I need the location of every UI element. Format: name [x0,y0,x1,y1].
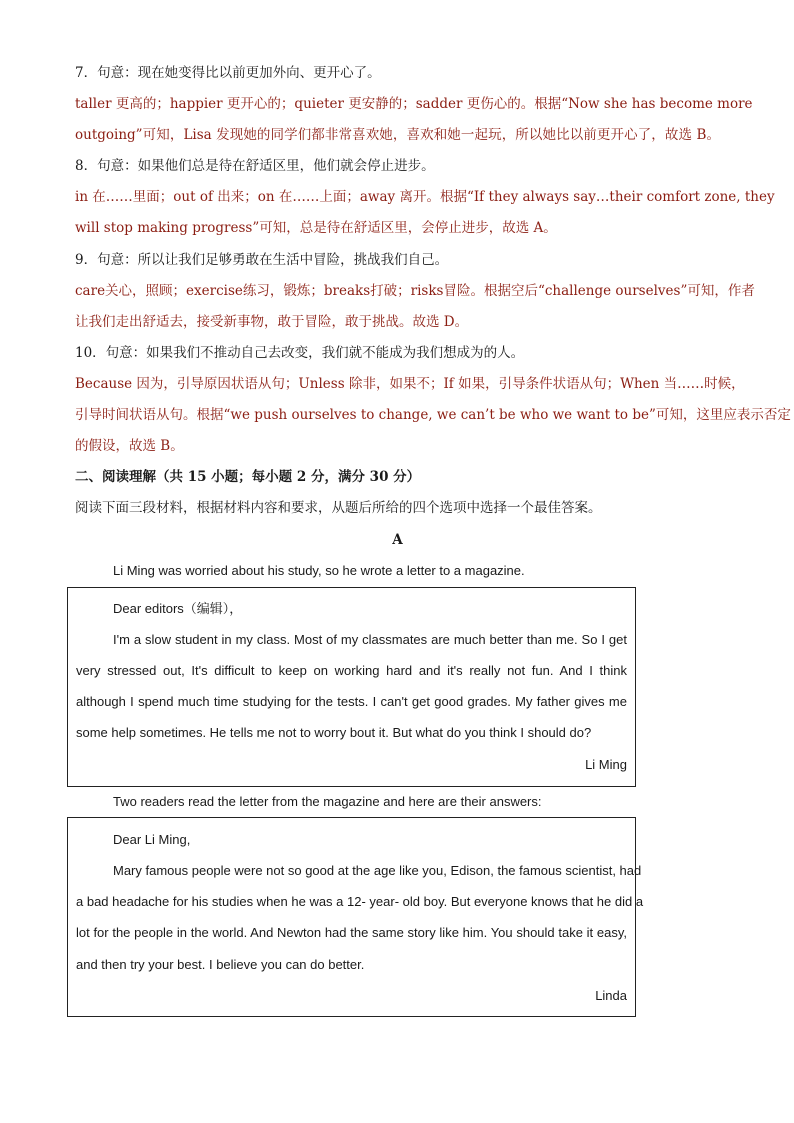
letter-1-line-4: some help sometimes. He tells me not to worry bout it. But what do you think I should do? [76,725,592,740]
letter-1-line-2: very stressed out, It's difficult to keep on working hard and it's really not fun. And I think [76,663,627,678]
explanation-10-line-3: 的假设，故选 B。 [75,438,184,454]
letter-2-line-2: a bad headache for his studies when he was a 12- year- old boy. But everyone knows that he did a [76,894,644,909]
letter-1-signature: Li Ming [585,757,627,772]
letter-box-linda [67,817,644,1017]
letter-2-line-3: lot for the people in the world. And Newton had the same story like him. You should take it easy, [76,925,627,940]
letter-2-signature: Linda [595,988,627,1003]
letter-box-li-ming [67,587,636,787]
explanation-8-line-2: will stop making progress”可知，总是待在舒适区里，会停止进步，故选 A。 [75,220,557,236]
letter-1-line-3: although I spend much time studying for the tests. I can't get good grades. My father gives me [76,694,627,709]
explanation-9-line-1: care关心，照顾；exercise练习，锻炼；breaks打破；risks冒险。根据空后“challenge ourselves”可知，作者 [75,283,755,299]
section-instruction: 阅读下面三段材料，根据材料内容和要求，从题后所给的四个选项中选择一个最佳答案。 [75,500,602,516]
explanation-8-title: 8．句意：如果他们总是待在舒适区里，他们就会停止进步。 [75,158,435,174]
explanation-10-line-1: Because 因为，引导原因状语从句；Unless 除非，如果不；If 如果，引导条件状语从句；When 当……时候， [75,376,745,392]
explanation-9-title: 9．句意：所以让我们足够勇敢在生活中冒险，挑战我们自己。 [75,252,449,268]
explanation-9-line-2: 让我们走出舒适去，接受新事物，敢于冒险，敢于挑战。故选 D。 [75,314,469,330]
between-letters-text: Two readers read the letter from the magazine and here are their answers: [113,794,542,809]
explanation-8-line-1: in 在……里面；out of 出来；on 在……上面；away 离开。根据“If they always say…their comfort zone, they [75,189,775,205]
passage-intro: Li Ming was worried about his study, so he wrote a letter to a magazine. [113,563,525,578]
letter-1-line-1: I'm a slow student in my class. Most of my classmates are much better than me. So I get [113,632,627,647]
letter-2-greeting: Dear Li Ming, [113,832,191,847]
letter-2-line-4: and then try your best. I believe you can do better. [76,957,365,972]
letter-1-greeting: Dear editors（编辑）， [113,601,243,616]
explanation-7-line-1: taller 更高的；happier 更开心的；quieter 更安静的；sadder 更伤心的。根据“Now she has become more [75,96,753,112]
explanation-10-line-2: 引导时间状语从句。根据“we push ourselves to change, we can’t be who we want to be”可知，这里应表示否定 [75,407,791,423]
explanation-7-title: 7．句意：现在她变得比以前更加外向、更开心了。 [75,65,381,81]
letter-2-line-1: Mary famous people were not so good at the age like you, Edison, the famous scientist, had [113,863,642,878]
section-heading: 二、阅读理解（共 15 小题；每小题 2 分，满分 30 分） [75,469,421,485]
explanation-7-line-2: outgoing”可知，Lisa 发现她的同学们都非常喜欢她，喜欢和她一起玩，所以她比以前更开心了，故选 B。 [75,127,720,143]
explanation-10-title: 10．句意：如果我们不推动自己去改变，我们就不能成为我们想成为的人。 [75,345,525,361]
passage-label: A [392,532,403,548]
